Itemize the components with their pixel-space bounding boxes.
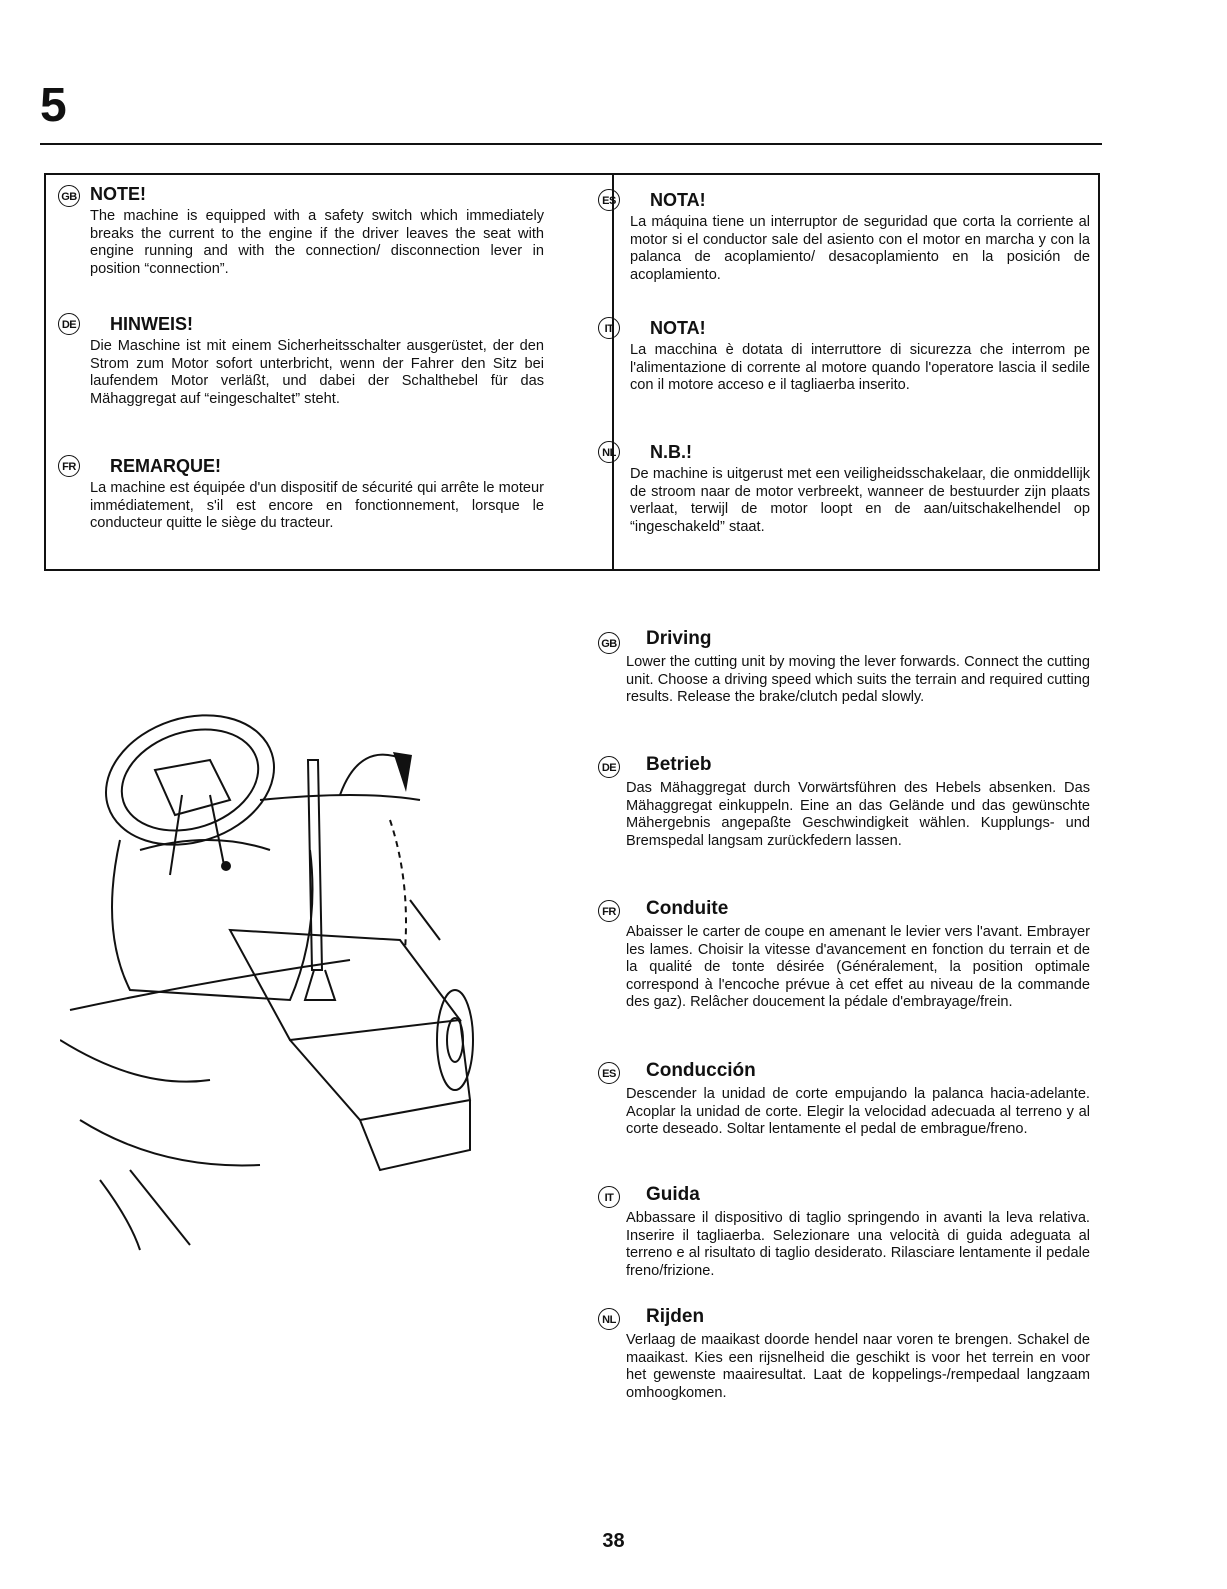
lang-badge-icon: DE: [58, 313, 80, 335]
note-title: REMARQUE!: [110, 456, 221, 476]
lang-badge-icon: GB: [598, 632, 620, 654]
section-title: Betrieb: [646, 754, 712, 775]
section-title: Driving: [646, 628, 712, 649]
notice-divider: [612, 173, 614, 571]
lang-badge-icon: ES: [598, 1062, 620, 1084]
section-title: Conduite: [646, 898, 729, 919]
lang-badge-icon: IT: [598, 317, 620, 339]
note-text: La máquina tiene un interruptor de seguridad que corta la corriente al motor si el conductor sale del asiento con el motor en marcha y con la palanca de acoplamiento/ desacoplamiento en la posición de acoplamiento.: [630, 214, 1090, 283]
lang-badge-icon: NL: [598, 441, 620, 463]
section-text: Abbassare il dispositivo di taglio springendo in avanti la leva relativa. Inserire il tagliaerba. Selezionare una velocità di guida adeguata al terreno e al risultato di taglio desiderato. Rilasciare lentamente il pedale freno/frizione.: [626, 1210, 1090, 1279]
lang-badge-icon: IT: [598, 1186, 620, 1208]
section-text: Verlaag de maaikast doorde hendel naar voren te brengen. Schakel de maaikast. Kies een rijsnelheid die geschikt is voor het terrein en voor het gewenste maairesultat. Laat de koppelings-/rempedaal langzaam omhoogkomen.: [626, 1332, 1090, 1401]
lang-badge-icon: ES: [598, 189, 620, 211]
note-text: Die Maschine ist mit einem Sicherheitsschalter ausgerüstet, der den Strom zum Motor sofort unterbricht, wenn der Fahrer den Sitz bei laufendem Motor verläßt, und dabei der Schalthebel für das Mähaggregat auf “eingeschaltet” steht.: [90, 338, 544, 407]
note-title: NOTA!: [650, 190, 706, 210]
page-number: 38: [602, 1530, 625, 1552]
safety-notice-box: [44, 173, 1100, 571]
note-title: N.B.!: [650, 442, 692, 462]
section-title: Rijden: [646, 1306, 705, 1327]
note-title: HINWEIS!: [110, 314, 193, 334]
section-text: Descender la unidad de corte empujando la palanca hacia-adelante. Acoplar la unidad de corte. Elegir la velocidad adecuada al terreno y al corte deseado. Soltar lentamente el pedal de embrague/freno.: [626, 1086, 1090, 1138]
note-text: De machine is uitgerust met een veiligheidsschakelaar, die onmiddellijk de stroom naar de motor verbreekt, wanneer de bestuurder zijn plaats verlaat, terwijl de motor loopt en de aan/uitschakelhendel op “ingeschakeld” staat.: [630, 466, 1090, 535]
note-title: NOTA!: [650, 318, 706, 338]
section-text: Das Mähaggregat durch Vorwärtsführen des Hebels absenken. Das Mähaggregat einkuppeln. Eine an das Gelände und das gewünschte Mähergebnis angepaßte Geschwindigkeit wählen. Kupplungs- und Bremspedal langsam zurückfedern lassen.: [626, 780, 1090, 849]
section-title: Guida: [646, 1184, 700, 1205]
section-title: Conducción: [646, 1060, 756, 1081]
note-text: The machine is equipped with a safety switch which immediately breaks the current to the engine if the driver leaves the seat with engine running and with the connection/ disconnection lever in position “connection”.: [90, 208, 544, 277]
note-text: La machine est équipée d'un dispositif de sécurité qui arrête le moteur immédiatement, s'il est encore en fonctionnement, lorsque le conducteur quitte le siège du tracteur.: [90, 480, 544, 532]
lang-badge-icon: FR: [598, 900, 620, 922]
note-title: NOTE!: [90, 184, 146, 204]
note-text: La macchina è dotata di interruttore di sicurezza che interrom pe l'alimentazione di corrente al motore quando l'operatore lascia il sedile con il motore acceso e il tagliaerba inserito.: [630, 342, 1090, 394]
lang-badge-icon: DE: [598, 756, 620, 778]
chapter-number: 5: [40, 79, 67, 132]
section-text: Abaisser le carter de coupe en amenant le levier vers l'avant. Embrayer les lames. Choisir la vitesse d'avancement en fonction du terrain et de la qualité de tonte désirée (Généralement, la position optimale correspond à l'encoche prévue à cet effet au niveau de la commande des gaz). Relâcher doucement la pédale d'embrayage/frein.: [626, 924, 1090, 1011]
lang-badge-icon: NL: [598, 1308, 620, 1330]
lang-badge-icon: GB: [58, 185, 80, 207]
lang-badge-icon: FR: [58, 455, 80, 477]
header-rule: [40, 143, 1102, 145]
section-text: Lower the cutting unit by moving the lever forwards. Connect the cutting unit. Choose a driving speed which suits the terrain and required cutting results. Release the brake/clutch pedal slowly.: [626, 654, 1090, 706]
tractor-lever-illustration: [60, 700, 530, 1260]
